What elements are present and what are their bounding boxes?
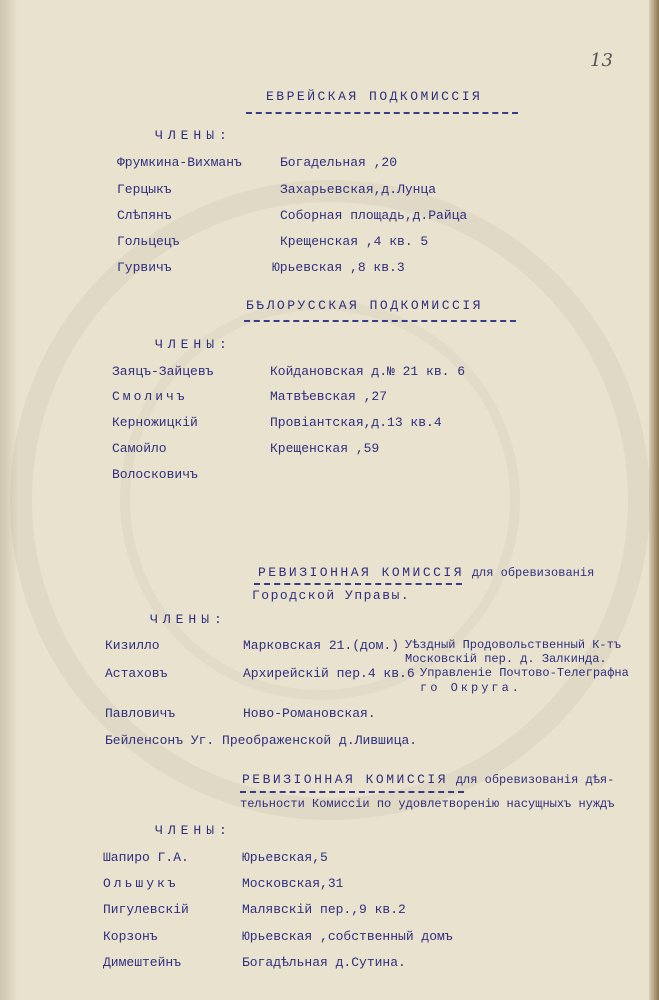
section2-member-name: Смоличъ [112,389,188,404]
section1-member-address: Захарьевская,д.Лунца [280,182,437,197]
section3-member-workplace: го Округа. [420,681,523,695]
section3-title: РЕВИЗІОННАЯ КОМИССІЯ [258,565,465,580]
section1-member-address: Богадельная ,20 [280,155,398,170]
section3-member-address: Архирейскій пер.4 кв.6 [243,666,415,681]
section2-member-address: Крещенская ,59 [270,441,380,456]
section1-title-underline [246,112,518,114]
section4-member-address: Юрьевская,5 [242,850,328,865]
section4-member-address: Юрьевская ,собственный домъ [242,929,453,944]
section1-member-name: Гольцецъ [117,234,180,249]
section4-title-line [242,772,614,788]
section3-members-label: ЧЛЕНЫ: [150,612,227,627]
section4-title-underline [240,791,464,793]
section4-member-name: Корзонъ [103,929,158,944]
section3-member-address: Ново-Романовская. [243,706,376,721]
section4-title-suffix: для обревизованія дѣя- [455,773,615,787]
section2-title-underline [244,320,516,322]
section3-member-workplace: Московскій пер. д. Залкинда. [405,652,607,666]
section3-member-address: Марковская 21.(дом.) [243,638,400,653]
section3-member-workplace: Уѣздный Продовольственный К-тъ [405,638,622,652]
section2-member-name: Керножицкій [112,415,198,430]
section2-member-name: Заяцъ-Зайцевъ [112,364,214,379]
folio-number: 13 [590,50,613,71]
section4-title: РЕВИЗІОННАЯ КОМИССІЯ [242,772,449,787]
section3-title-line [258,565,594,581]
section4-member-name: Пигулевскій [103,902,189,917]
section1-members-label: ЧЛЕНЫ: [155,128,232,143]
section4-title-line2: тельности Комиссіи по удовлетворенію насущныхъ нуждъ [240,797,615,811]
section4-member-address: Богадѣльная д.Сутина. [242,955,406,970]
page-right-edge [649,0,659,1000]
section1-member-address: Соборная площадь,д.Райца [280,208,468,223]
section2-member-name: Самойло [112,441,167,456]
section4-member-address: Московская,31 [242,876,344,891]
section1-member-name: Герцыкъ [117,182,172,197]
section1-member-name: Слѣпянъ [117,208,172,223]
section3-title-suffix: для обревизованія [471,566,595,580]
section4-member-name: Димештейнъ [103,955,182,970]
section2-title: БѢЛОРУССКАЯ ПОДКОМИССІЯ [246,298,483,313]
section3-title-underline [254,583,462,585]
section2-members-label: ЧЛЕНЫ: [155,337,232,352]
section1-member-name: Фрумкина-Вихманъ [117,155,242,170]
section3-last-line: Бейленсонъ Уг. Преображенской д.Лившица. [105,733,418,748]
section2-member-address: Койдановская д.№ 21 кв. 6 [270,364,466,379]
section1-title: ЕВРЕЙСКАЯ ПОДКОМИССІЯ [266,89,483,104]
section4-member-name: Ольшукъ [103,876,179,891]
section3-title-line2: Городской Управы. [252,588,411,603]
section2-member-address: Матвѣевская ,27 [270,389,388,404]
section3-member-name: Павловичъ [105,706,176,721]
section2-member-address: Провіантская,д.13 кв.4 [270,415,442,430]
section4-members-label: ЧЛЕНЫ: [155,823,232,838]
section3-member-name: Астаховъ [105,666,168,681]
section1-member-address: Крещенская ,4 кв. 5 [280,234,429,249]
section1-member-address: Юрьевская ,8 кв.3 [272,260,405,275]
section4-member-name: Шапиро Г.А. [103,850,189,865]
section3-member-name: Кизилло [105,638,160,653]
section4-member-address: Малявскій пер.,9 кв.2 [242,902,406,917]
section2-member-name: Волосковичъ [112,467,198,482]
section1-member-name: Гурвичъ [117,260,172,275]
section3-member-workplace: Управленіе Почтово-Телеграфна [420,666,629,680]
